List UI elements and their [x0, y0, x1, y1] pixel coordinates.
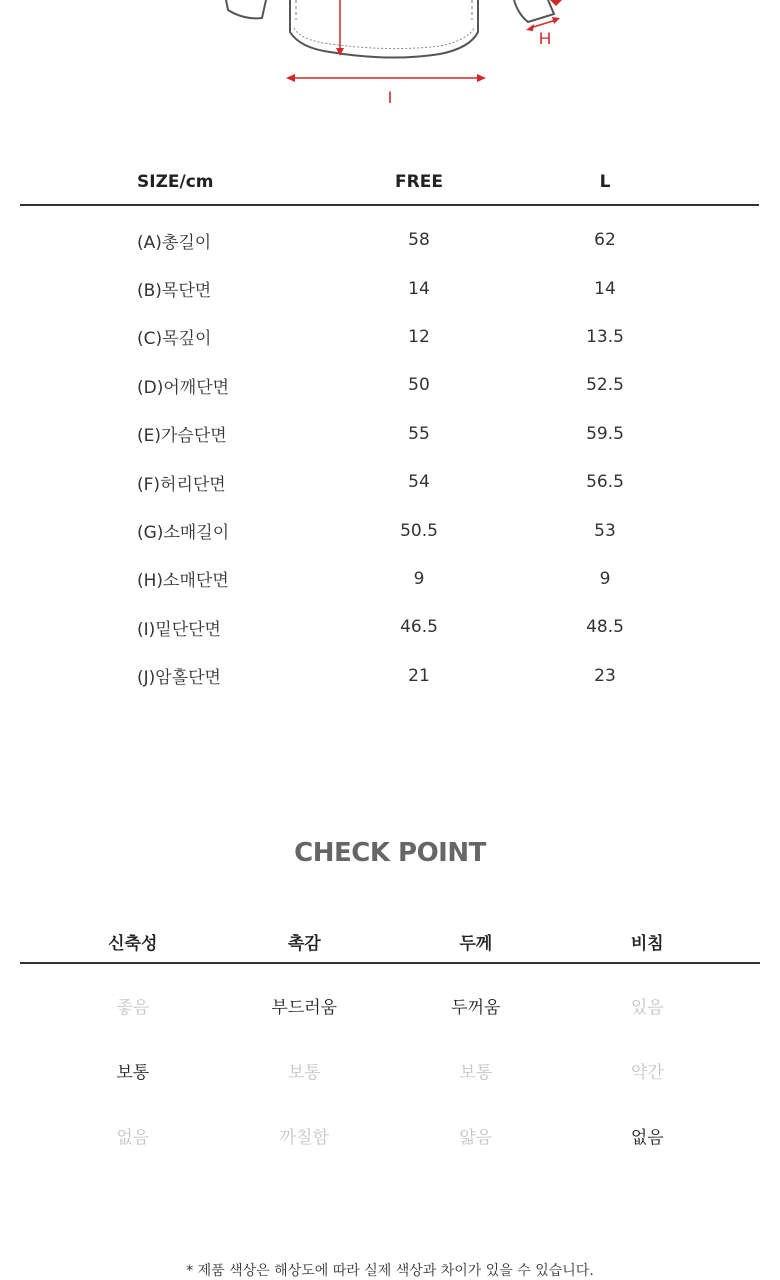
l-value: 56.5 — [586, 472, 624, 493]
table-row — [20, 458, 759, 506]
table-row — [20, 410, 759, 458]
row-label: (E)가슴단면 — [137, 426, 227, 447]
table-row — [20, 555, 759, 603]
l-value: 9 — [599, 568, 611, 589]
check-option: 약간 — [630, 1063, 664, 1083]
free-value: 46.5 — [400, 617, 438, 638]
l-value: 48.5 — [586, 617, 624, 638]
row-label: (C)목깊이 — [137, 329, 212, 350]
check-option: 없음 — [116, 1128, 150, 1148]
check-option: 얇음 — [459, 1128, 493, 1148]
table-row — [20, 264, 759, 312]
table-row — [20, 216, 759, 264]
free-value: 12 — [408, 326, 430, 347]
garment-illustration — [0, 0, 780, 120]
check-point-title: CHECK POINT — [294, 838, 486, 868]
free-value: 50 — [408, 375, 430, 396]
free-value: 14 — [408, 278, 430, 299]
hem-stitch — [294, 28, 474, 49]
hem-arrow-left — [286, 74, 295, 82]
check-option: 보통 — [459, 1063, 493, 1083]
l-value: 62 — [594, 230, 616, 251]
row-label: (B)목단면 — [137, 281, 212, 302]
free-value: 9 — [413, 568, 425, 589]
row-label: (G)소매길이 — [137, 523, 230, 544]
row-label: (A)총길이 — [137, 232, 212, 253]
free-value: 50.5 — [400, 520, 438, 541]
check-point-table — [20, 920, 760, 1168]
sleeve-arrow-top — [550, 0, 562, 6]
l-value: 52.5 — [586, 375, 624, 396]
header-free: FREE — [395, 172, 443, 192]
table-row — [20, 603, 759, 651]
label-h: H — [538, 29, 552, 48]
free-value: 54 — [408, 472, 430, 493]
check-option: 두꺼움 — [451, 998, 501, 1018]
check-option: 있음 — [630, 998, 664, 1018]
l-value: 13.5 — [586, 326, 624, 347]
header-sheerness: 비침 — [630, 933, 664, 954]
left-sleeve-cuff — [226, 0, 266, 18]
size-table — [20, 160, 759, 700]
free-value: 58 — [408, 230, 430, 251]
size-table-body — [20, 216, 759, 700]
check-option: 없음 — [630, 1128, 664, 1148]
check-option: 보통 — [287, 1063, 321, 1083]
sleeve-arrow-left — [526, 24, 534, 31]
check-option: 부드러움 — [271, 998, 338, 1018]
garment-diagram — [0, 0, 780, 120]
check-option: 까칠함 — [279, 1128, 329, 1148]
check-option: 좋음 — [116, 998, 150, 1018]
header-thickness: 두께 — [459, 933, 493, 954]
row-label: (F)허리단면 — [137, 474, 226, 495]
l-value: 23 — [594, 665, 616, 686]
table-row — [20, 361, 759, 409]
l-value: 53 — [594, 520, 616, 541]
row-label: (D)어깨단면 — [137, 377, 230, 398]
l-value: 14 — [594, 278, 616, 299]
check-point-header — [20, 920, 760, 964]
check-option: 보통 — [116, 1063, 150, 1083]
row-label: (H)소매단면 — [137, 571, 229, 592]
l-value: 59.5 — [586, 423, 624, 444]
table-row — [20, 1038, 760, 1103]
right-sleeve-cuff — [514, 0, 554, 22]
row-label: (J)암홀단면 — [137, 668, 221, 689]
header-size-cm: SIZE/cm — [137, 172, 214, 192]
header-elasticity: 신축성 — [108, 933, 158, 954]
size-table-header — [20, 160, 759, 206]
label-i: I — [387, 88, 393, 107]
header-l: L — [599, 172, 611, 192]
free-value: 21 — [408, 665, 430, 686]
sleeve-arrow-right — [552, 17, 560, 24]
table-row — [20, 652, 759, 700]
table-row — [20, 313, 759, 361]
color-disclaimer: * 제품 색상은 해상도에 따라 실제 색상과 차이가 있을 수 있습니다. — [186, 1263, 594, 1279]
garment-body-hem — [290, 0, 478, 58]
free-value: 55 — [408, 423, 430, 444]
table-row — [20, 506, 759, 554]
row-label: (I)밑단단면 — [137, 619, 221, 640]
hem-arrow-right — [477, 74, 486, 82]
table-row — [20, 1103, 760, 1168]
check-point-body — [20, 964, 760, 1168]
table-row — [20, 973, 760, 1038]
header-texture: 촉감 — [287, 933, 321, 954]
